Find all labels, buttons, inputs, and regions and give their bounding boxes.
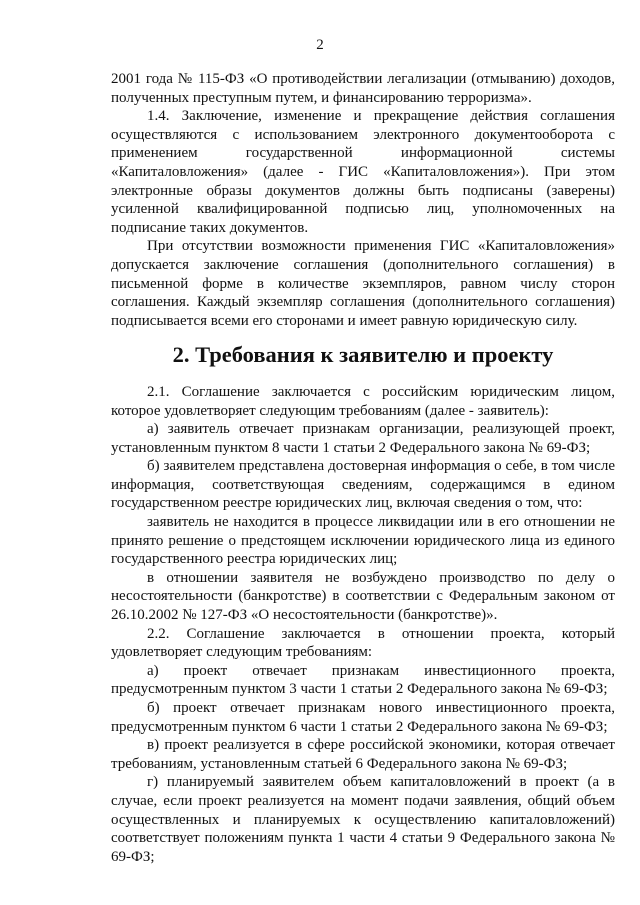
paragraph-bankruptcy: в отношении заявителя не возбуждено производство по делу о несостоятельности (банкротстве) в соответствии с Федеральным законом от 26.10.2002 № 127-ФЗ «О несостоятельности (банкротстве)». <box>111 569 615 624</box>
paragraph-2-2-v: в) проект реализуется в сфере российской экономики, которая отвечает требованиям, установленным статьей 6 Федерального закона № 69-ФЗ; <box>111 737 615 772</box>
paragraph-2-2-b: б) проект отвечает признакам нового инвестиционного проекта, предусмотренным пунктом 6 части 1 статьи 2 Федерального закона № 69-ФЗ; <box>111 700 615 735</box>
paragraph-2-2-a: а) проект отвечает признакам инвестиционного проекта, предусмотренным пунктом 3 части 1 статьи 2 Федерального закона № 69-ФЗ; <box>111 662 615 698</box>
paragraph-continuation: 2001 года № 115-ФЗ «О противодействии легализации (отмыванию) доходов, полученных преступным путем, и финансированию терроризма». <box>111 71 615 106</box>
paragraph-2-2: 2.2. Соглашение заключается в отношении проекта, который удовлетворяет следующим требованиям: <box>111 625 615 661</box>
paragraph-2-1: 2.1. Соглашение заключается с российским юридическим лицом, которое удовлетворяет следующим требованиям (далее - заявитель): <box>111 383 615 419</box>
paragraph-paper-form: При отсутствии возможности применения ГИС «Капиталовложения» допускается заключение соглашения (дополнительного соглашения) в письменной форме в количестве экземпляров, равном числу сторон соглашения. Каждый экземпляр соглашения (дополнительного соглашения) подписывается всеми его сторонами и имеет равную юридическую силу. <box>111 238 615 329</box>
paragraph-2-2-g: г) планируемый заявителем объем капиталовложений в проект (а в случае, если проект реализуется на момент подачи заявления, общий объем осуществленных и планируемых к осуществлению капиталовложений) соответствует положениям пункта 1 части 4 статьи 9 Федерального закона № 69-ФЗ; <box>111 774 615 865</box>
section-heading: 2. Требования к заявителю и проекту <box>172 342 554 368</box>
document-body <box>111 70 615 866</box>
paragraph-1-4: 1.4. Заключение, изменение и прекращение действия соглашения осуществляются с использованием электронного документооборота с применением государственной информационной системы «Капиталовложения» (далее - ГИС «Капиталовложения»). При этом электронные образы документов должны быть подписаны (заверены) усиленной квалифицированной подписью лиц, уполномоченных на подписание таких документов. <box>111 108 615 236</box>
page-number: 2 <box>316 37 324 53</box>
paragraph-2-1-b: б) заявителем представлена достоверная информация о себе, в том числе информация, соответствующая сведениям, содержащимся в едином государственном реестре юридических лиц, включая сведения о том, что: <box>111 458 615 512</box>
paragraph-liquidation: заявитель не находится в процессе ликвидации или в его отношении не принято решение о предстоящем исключении юридического лица из единого государственного реестра юридических лиц; <box>111 514 615 568</box>
paragraph-2-1-a: а) заявитель отвечает признакам организации, реализующей проект, установленным пунктом 8 части 1 статьи 2 Федерального закона № 69-ФЗ; <box>111 421 615 456</box>
